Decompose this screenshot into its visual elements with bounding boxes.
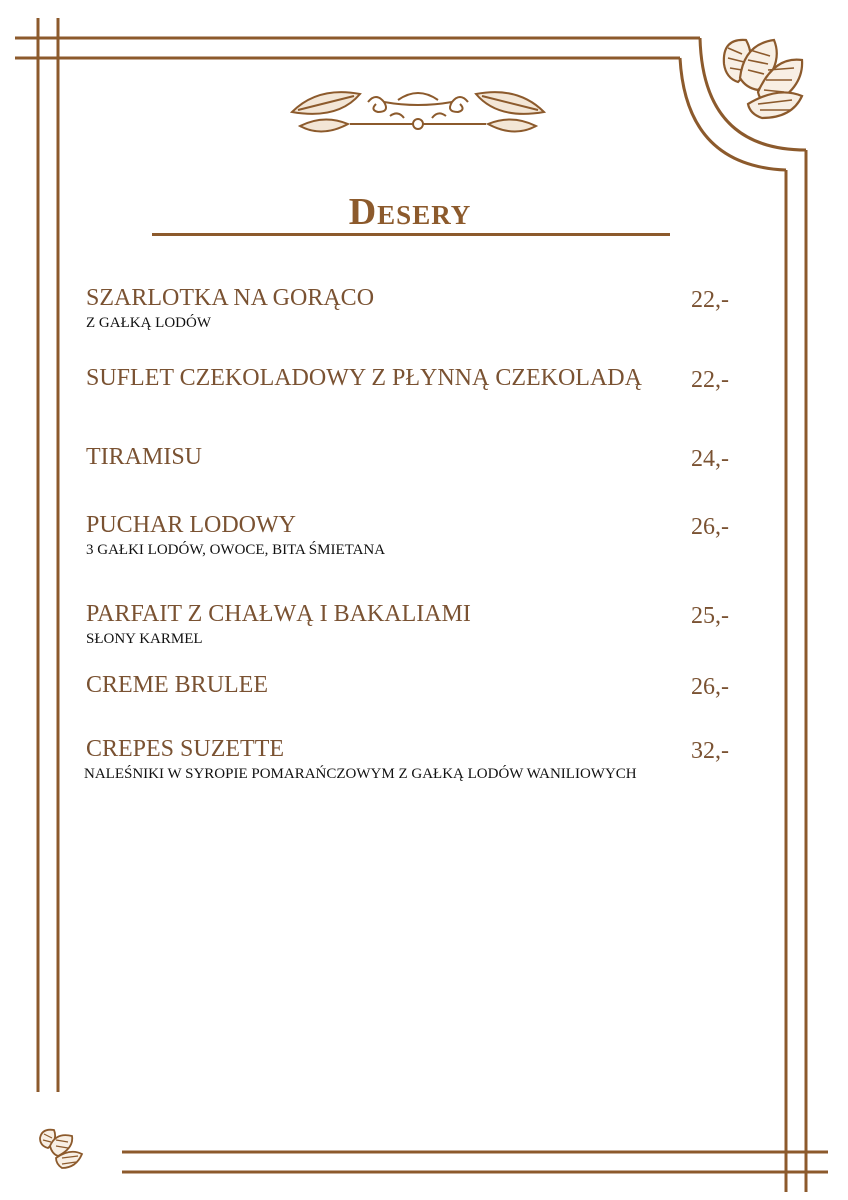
menu-item	[86, 511, 736, 559]
menu-item	[86, 735, 736, 783]
menu-item-name: SZARLOTKA NA GORĄCO	[86, 285, 375, 311]
menu-item	[86, 671, 736, 699]
menu-item-price: 25,-	[691, 603, 729, 629]
menu-item-name: CREPES SUZETTE	[86, 736, 285, 762]
menu-item-description: 3 GAŁKI LODÓW, OWOCE, BITA ŚMIETANA	[86, 542, 386, 558]
menu-item-name: SUFLET CZEKOLADOWY Z PŁYNNĄ CZEKOLADĄ	[86, 365, 642, 391]
menu-item	[86, 364, 736, 392]
menu-item-name: TIRAMISU	[86, 444, 203, 470]
menu-item-price: 26,-	[691, 514, 729, 540]
menu-item-price: 26,-	[691, 674, 729, 700]
menu-item	[86, 600, 736, 648]
menu-item-price: 24,-	[691, 446, 729, 472]
menu-item-description: Z GAŁKĄ LODÓW	[86, 315, 211, 331]
menu-item-price: 22,-	[691, 367, 729, 393]
menu-item-price: 32,-	[691, 738, 729, 764]
menu-item-name: PUCHAR LODOWY	[86, 512, 296, 538]
menu-item	[86, 284, 736, 332]
menu-item-description: SŁONY KARMEL	[86, 631, 203, 647]
page-title: Desery	[348, 191, 472, 233]
menu-item-name: PARFAIT Z CHAŁWĄ I BAKALIAMI	[86, 601, 471, 627]
menu-item-description: NALEŚNIKI W SYROPIE POMARAŃCZOWYM Z GAŁKĄ LODÓW WANILIOWYCH	[84, 766, 637, 782]
menu-item	[86, 443, 736, 471]
menu-item-name: CREME BRULEE	[86, 672, 269, 698]
menu-item-price: 22,-	[691, 287, 729, 313]
